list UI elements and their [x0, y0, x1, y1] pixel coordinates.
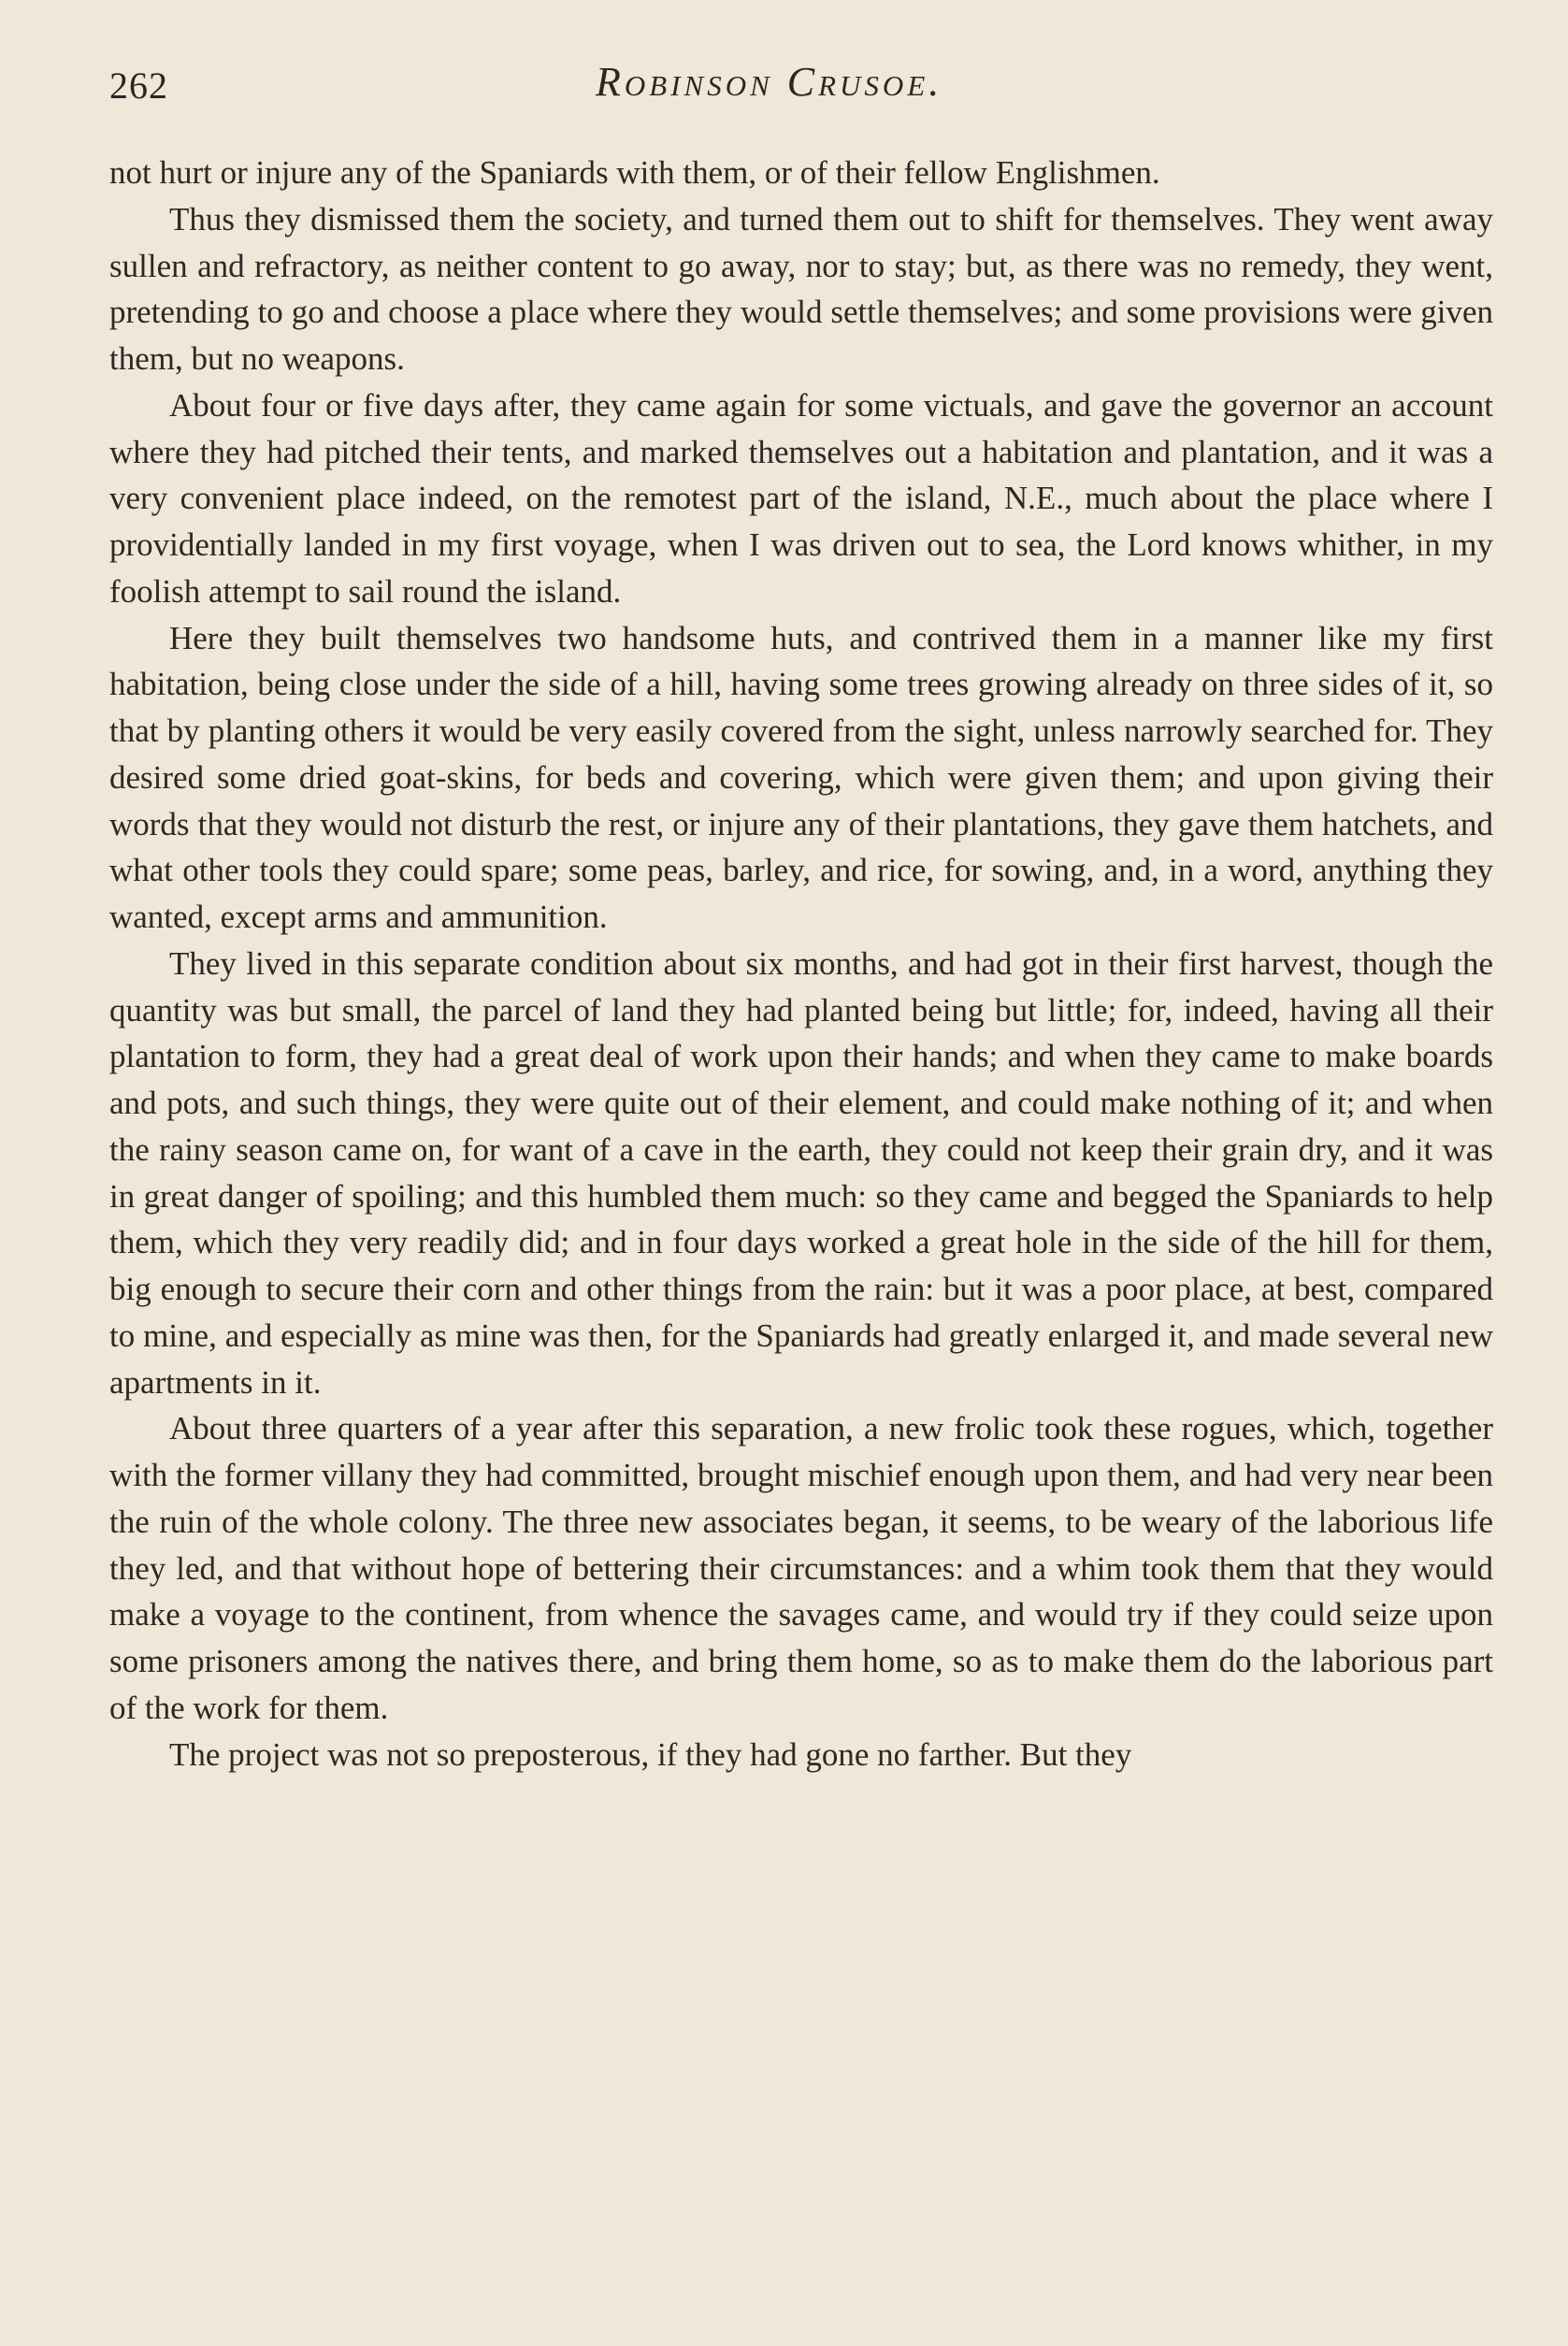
body-text: [109, 150, 1493, 1777]
paragraph: The project was not so preposterous, if they had gone no farther. But they: [169, 1735, 1132, 1773]
paragraph: not hurt or injure any of the Spaniards with them, or of their fellow Englishmen.: [109, 154, 1160, 191]
page-header: [109, 58, 1493, 123]
running-title: Robinson Crusoe.: [596, 59, 943, 105]
paragraph: About four or five days after, they came again for some victuals, and gave the governor an account where they had pitched their tents, and marked themselves out a habitation and plantation, and it was a very convenient place indeed, on the remotest part of the island, N.E., much about the place where I providentially landed in my first voyage, when I was driven out to sea, the Lord knows whither, in my foolish attempt to sail round the island.: [109, 386, 1493, 610]
page-number: 262: [109, 65, 168, 107]
paragraph: They lived in this separate condition about six months, and had got in their first harvest, though the quantity was but small, the parcel of land they had planted being but little; for, indeed, having all their plantation to form, they had a great deal of work upon their hands; and when they came to make boards and pots, and such things, they were quite out of their element, and could make nothing of it; and when the rainy season came on, for want of a cave in the earth, they could not keep their grain dry, and it was in great danger of spoiling; and this humbled them much: so they came and begged the Spaniards to help them, which they very readily did; and in four days worked a great hole in the side of the hill for them, big enough to secure their corn and other things from the rain: but it was a poor place, at best, compared to mine, and especially as mine was then, for the Spaniards had greatly enlarged it, and made several new apartments in it.: [109, 944, 1493, 1401]
paragraph: About three quarters of a year after this separation, a new frolic took these rogues, which, together with the former villany they had committed, brought mischief enough upon them, and had very near been the ruin of the whole colony. The three new associates began, it seems, to be weary of the laborious life they led, and that without hope of bettering their circumstances: and a whim took them that they would make a voyage to the continent, from whence the savages came, and would try if they could seize upon some prisoners among the natives there, and bring them home, so as to make them do the laborious part of the work for them.: [109, 1410, 1493, 1726]
paragraph: Thus they dismissed them the society, and turned them out to shift for themselves. They went away sullen and refractory, as neither content to go away, nor to stay; but, as there was no remedy, they went, pretending to go and choose a place where they would settle themselves; and some provisions were given them, but no weapons.: [109, 200, 1493, 377]
paragraph: Here they built themselves two handsome huts, and contrived them in a manner like my first habitation, being close under the side of a hill, having some trees growing already on three sides of it, so that by planting others it would be very easily covered from the sight, unless narrowly searched for. They desired some dried goat-skins, for beds and covering, which were given them; and upon giving their words that they would not disturb the rest, or injure any of their plantations, they gave them hatchets, and what other tools they could spare; some peas, barley, and rice, for sowing, and, in a word, anything they wanted, except arms and ammunition.: [109, 619, 1493, 935]
